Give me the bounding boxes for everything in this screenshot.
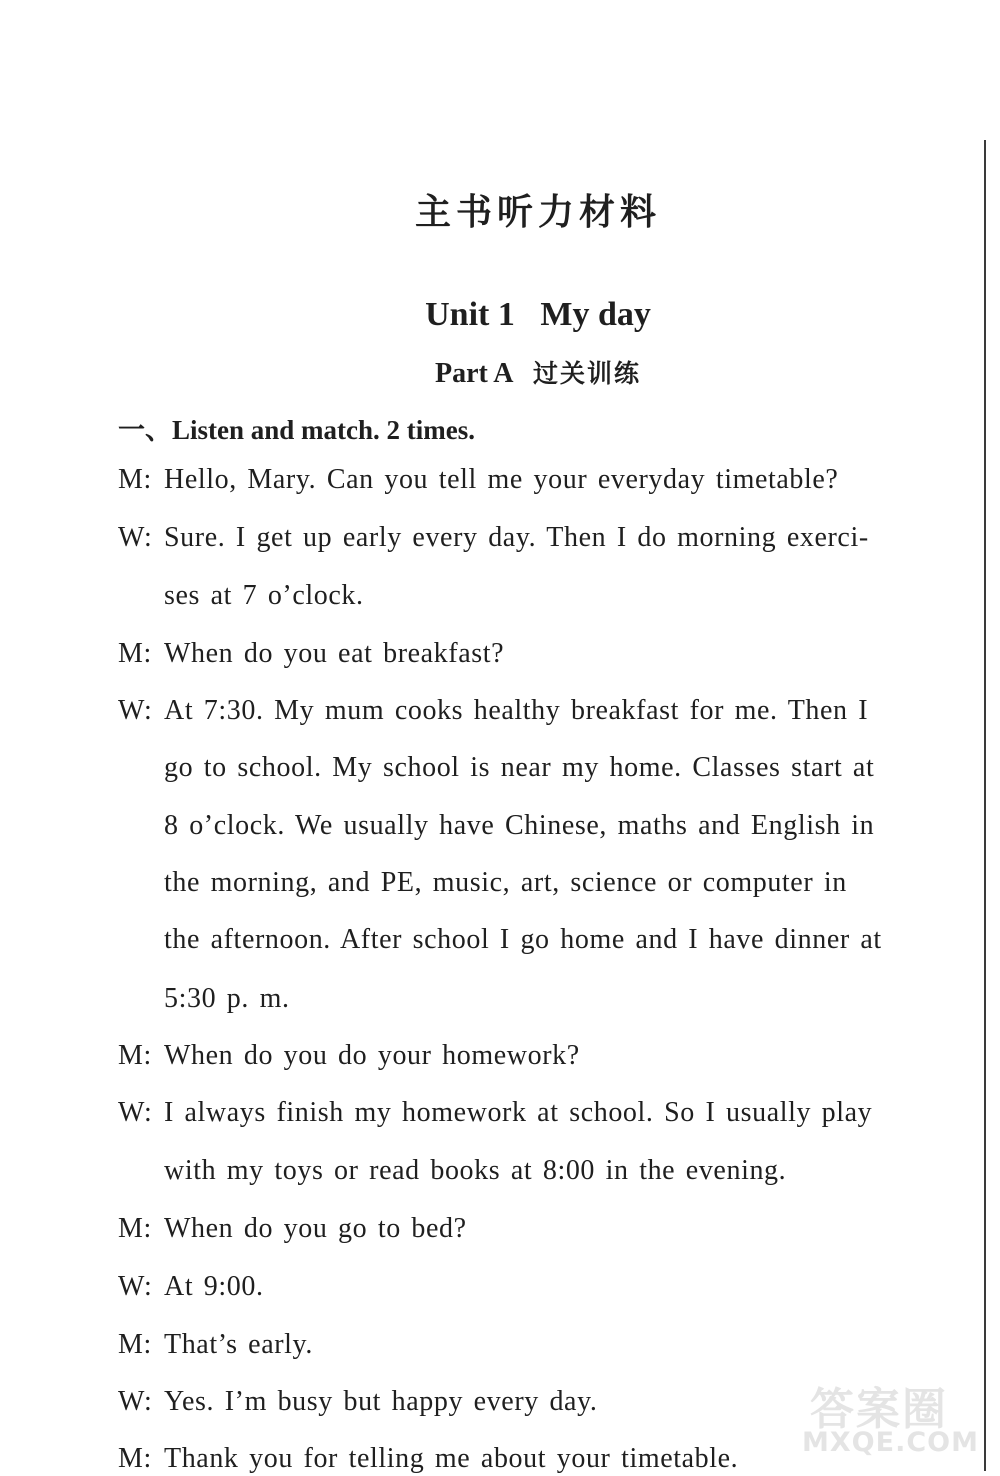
section-heading: 一、Listen and match. 2 times. [118, 415, 475, 445]
dialogue-text: At 9:00. [164, 1271, 264, 1302]
dialogue-text: Sure. I get up early every day. Then I do morning exerci- [164, 522, 869, 553]
speaker-label: M: [118, 1443, 152, 1474]
unit-number: Unit 1 [425, 296, 515, 333]
dialogue-text: 5:30 p. m. [164, 983, 290, 1014]
dialogue-text: the afternoon. After school I go home and I have dinner at [164, 924, 882, 955]
dialogue-text: When do you eat breakfast? [164, 638, 505, 669]
dialogue-line [164, 923, 882, 957]
dialogue-line [118, 694, 868, 728]
dialogue-line [118, 1039, 580, 1073]
dialogue-line [164, 751, 874, 785]
dialogue-text: ses at 7 o’clock. [164, 580, 364, 611]
speaker-label: M: [118, 464, 152, 495]
dialogue-text: 8 o’clock. We usually have Chinese, maths and English in [164, 810, 875, 841]
dialogue-line [164, 809, 874, 843]
watermark-text: 答案圈 [810, 1384, 948, 1435]
watermark-url: MXQE.COM [802, 1427, 979, 1458]
dialogue-line [164, 866, 847, 900]
dialogue-line [118, 1212, 467, 1246]
part-name: 过关训练 [532, 359, 641, 388]
dialogue-line [164, 982, 290, 1016]
dialogue-line [118, 1328, 313, 1362]
dialogue-line [118, 1096, 872, 1130]
dialogue-line [118, 463, 838, 497]
dialogue-line [118, 1270, 264, 1304]
dialogue-text: the morning, and PE, music, art, science or computer in [164, 867, 847, 898]
part-title [0, 354, 1000, 390]
page-edge-line [984, 140, 986, 1471]
dialogue-text: with my toys or read books at 8:00 in the evening. [164, 1155, 787, 1186]
page-title: 主书听力材料 [414, 192, 661, 233]
watermark-logo [802, 1373, 992, 1465]
dialogue-text: That’s early. [164, 1329, 313, 1360]
unit-title [0, 296, 1000, 334]
speaker-label: W: [118, 695, 153, 726]
dialogue-text: I always finish my homework at school. So I usually play [164, 1097, 873, 1128]
speaker-label: W: [118, 522, 153, 553]
speaker-label: W: [118, 1271, 153, 1302]
dialogue-line [118, 637, 504, 671]
dialogue-line [164, 579, 364, 613]
dialogue-text: At 7:30. My mum cooks healthy breakfast for me. Then I [164, 695, 869, 726]
speaker-label: M: [118, 638, 152, 669]
part-label: Part A [434, 358, 512, 389]
unit-name: My day [540, 296, 651, 333]
dialogue-line [118, 1385, 597, 1419]
speaker-label: M: [118, 1213, 152, 1244]
dialogue-text: When do you go to bed? [164, 1213, 467, 1244]
speaker-label: M: [118, 1040, 152, 1071]
speaker-label: W: [118, 1097, 153, 1128]
dialogue-line [164, 1154, 786, 1188]
dialogue-text: Hello, Mary. Can you tell me your everyday timetable? [164, 464, 839, 495]
dialogue-text: Thank you for telling me about your timetable. [164, 1443, 739, 1474]
dialogue-text: Yes. I’m busy but happy every day. [164, 1386, 598, 1417]
dialogue-line [118, 521, 869, 555]
dialogue-text: When do you do your homework? [164, 1040, 580, 1071]
speaker-label: W: [118, 1386, 153, 1417]
dialogue-text: go to school. My school is near my home. Classes start at [164, 752, 875, 783]
speaker-label: M: [118, 1329, 152, 1360]
